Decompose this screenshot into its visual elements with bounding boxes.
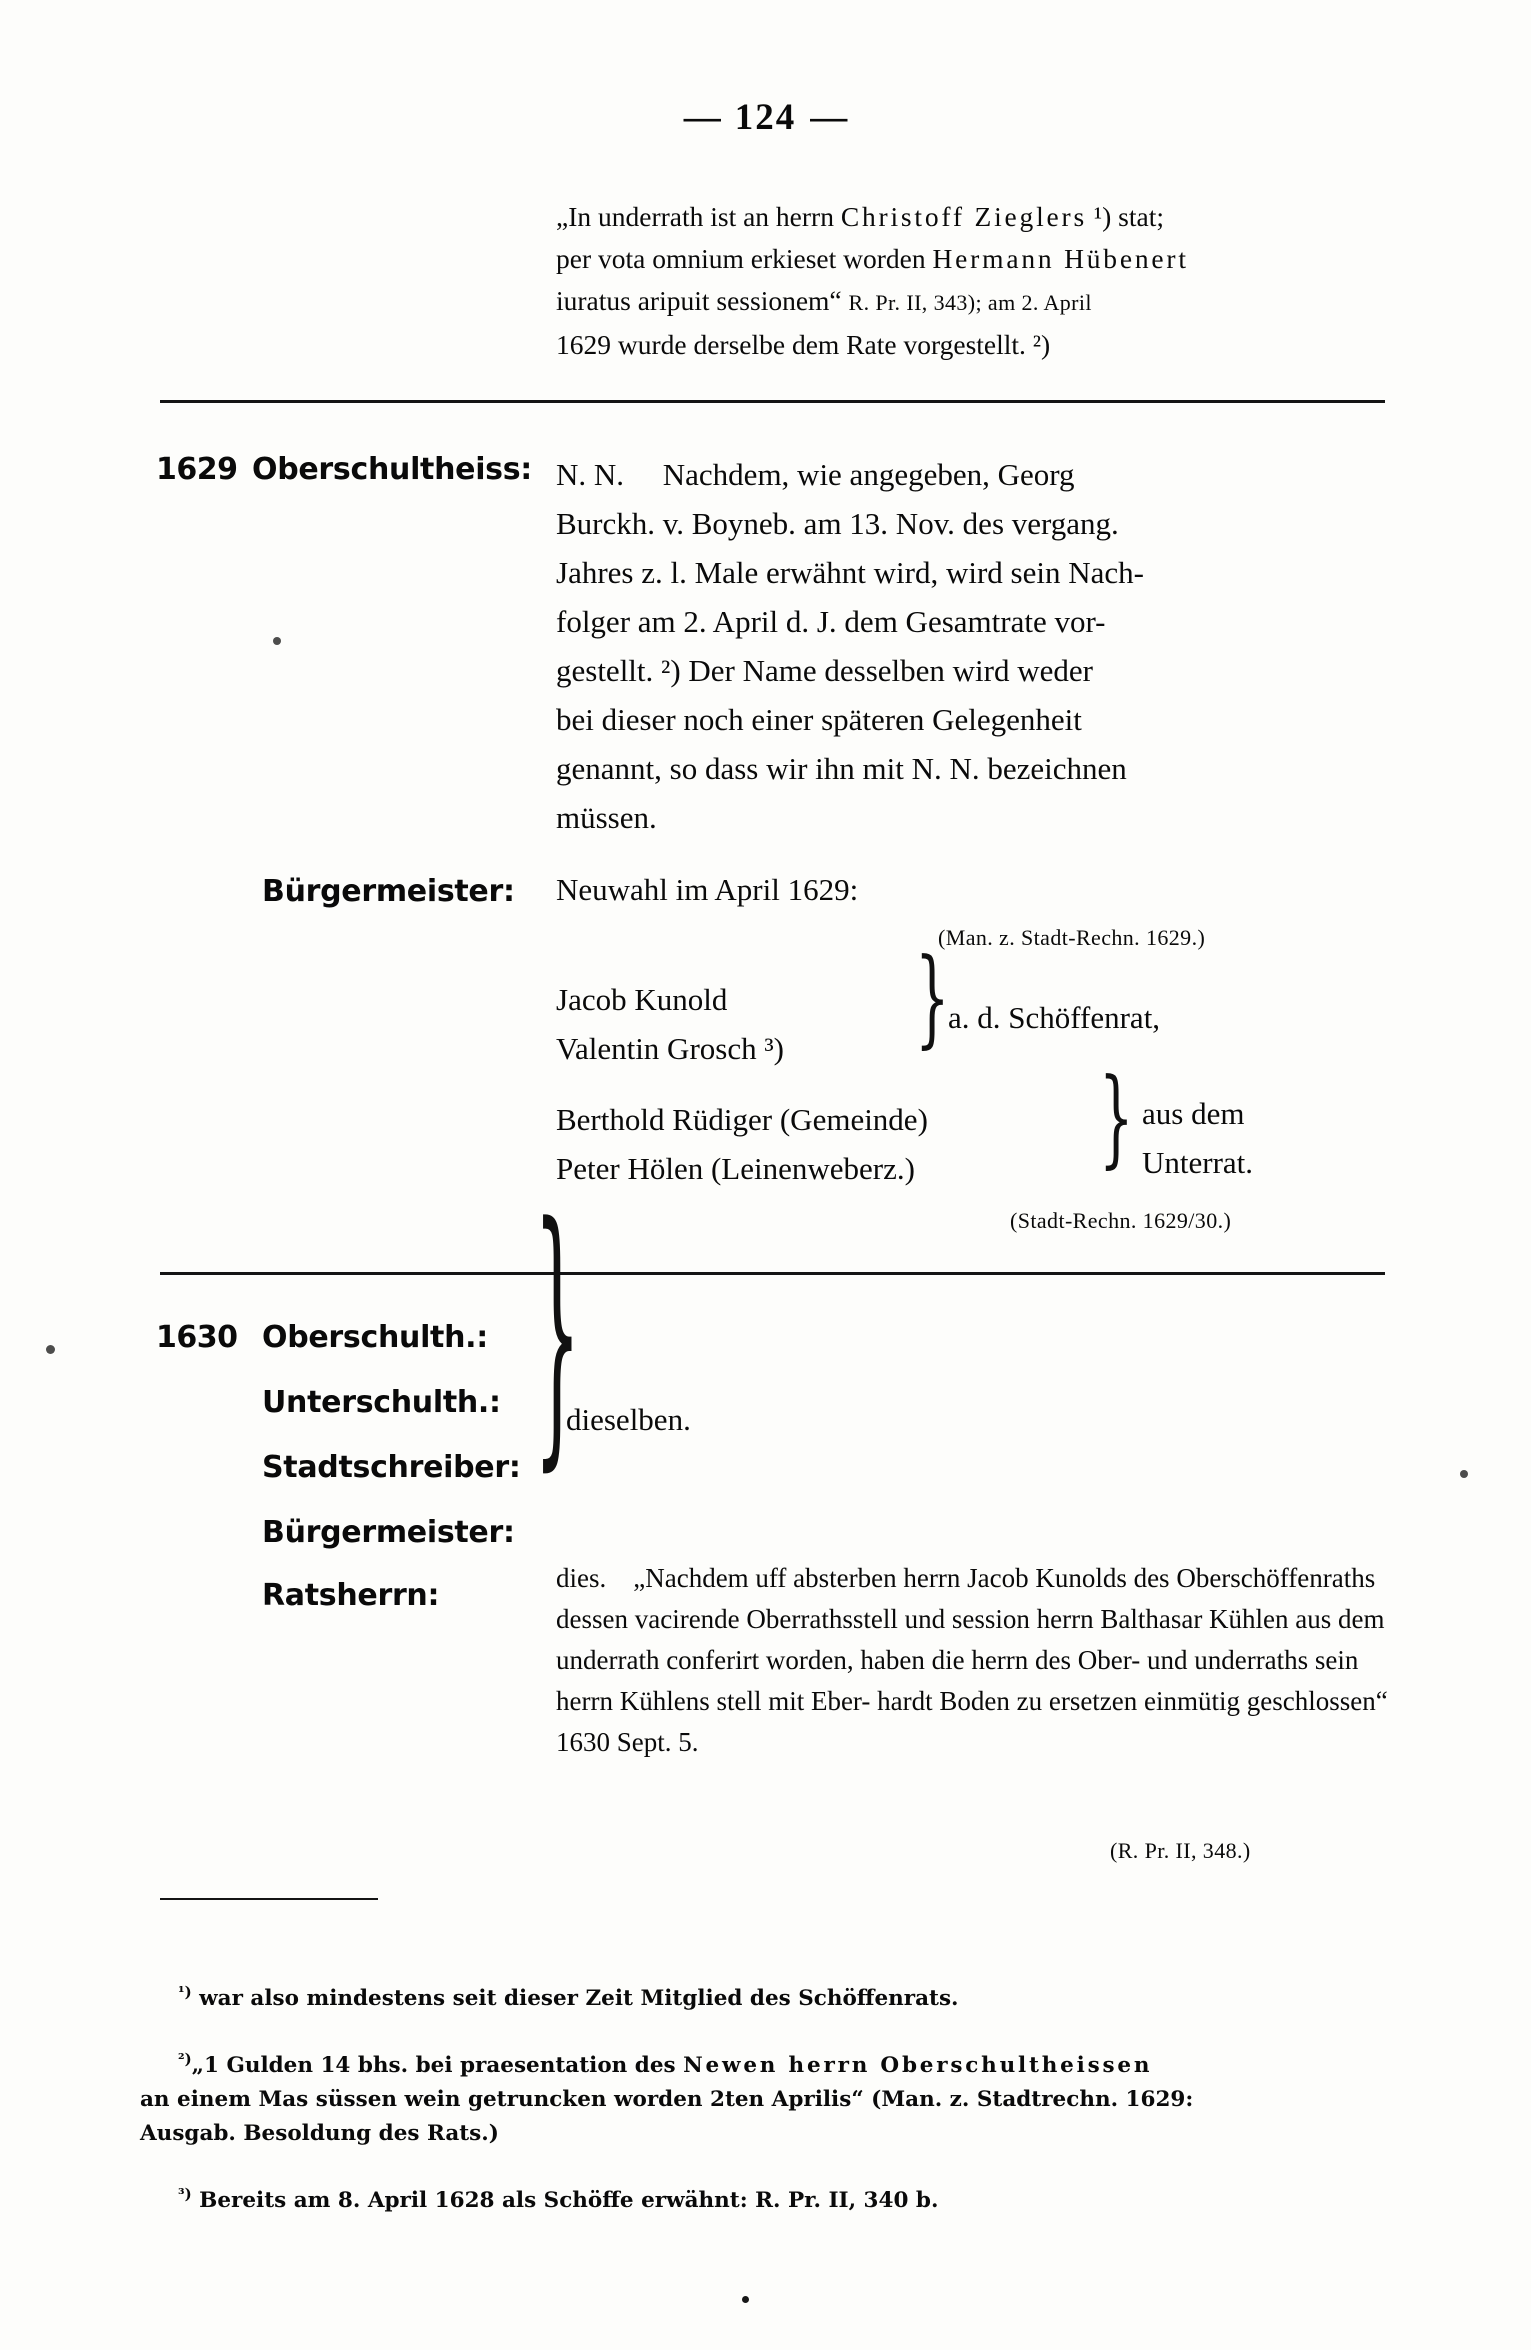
folio-dash-left: — bbox=[683, 97, 721, 138]
footnote-3-text: Bereits am 8. April 1628 als Schöffe erwähnt: R. Pr. II, 340 b. bbox=[199, 2188, 939, 2214]
folio-number: 124 bbox=[734, 97, 797, 138]
footnote-1 bbox=[140, 1975, 1385, 2016]
ratsherrn-line: hardt Boden zu ersetzen einmütig geschlossen“ bbox=[877, 1686, 1388, 1716]
body-line: müssen. bbox=[556, 800, 657, 835]
footnote-2-text-a: „1 Gulden 14 bhs. bei praesentation des bbox=[191, 2053, 684, 2079]
body-line: Jahres z. l. Male erwähnt wird, wird sein Nach- bbox=[556, 555, 1144, 590]
quote-line-1 bbox=[556, 196, 1376, 238]
footnote-separator-rule bbox=[160, 1898, 378, 1900]
page-bottom-mark bbox=[742, 2296, 749, 2303]
label-stadtschreiber-1630: Stadtschreiber: bbox=[262, 1450, 521, 1485]
footnote-1-line bbox=[140, 1975, 1385, 2016]
section-year-1629: 1629 bbox=[156, 452, 238, 487]
quote-line-3 bbox=[556, 280, 1376, 324]
section-1629-body bbox=[556, 450, 1378, 842]
footnote-2 bbox=[140, 2042, 1385, 2151]
body-line: bei dieser noch einer späteren Gelegenheit bbox=[556, 702, 1082, 737]
brace-unterrat: } bbox=[1099, 1057, 1134, 1181]
quote-line-1-c: ¹) stat; bbox=[1087, 201, 1164, 232]
footnote-3 bbox=[140, 2177, 1385, 2218]
ratsherrn-body-1630 bbox=[556, 1558, 1388, 1763]
footnote-3-marker: ³) bbox=[178, 2185, 192, 2204]
footnote-1-text: war also mindestens seit dieser Zeit Mitglied des Schöffenrats. bbox=[199, 1986, 959, 2012]
footnote-2-line-1 bbox=[140, 2042, 1385, 2083]
quote-line-1-a: „In underrath ist an herrn bbox=[556, 201, 841, 232]
quote-name-ziegler: Christoff Zieglers bbox=[840, 201, 1088, 232]
scan-speck bbox=[1460, 1470, 1468, 1478]
quote-name-huebenert: Hermann Hübenert bbox=[932, 243, 1189, 274]
label-ratsherrn-1630: Ratsherrn: bbox=[262, 1578, 440, 1613]
scan-speck bbox=[46, 1345, 55, 1354]
name-berthold-ruediger: Berthold Rüdiger (Gemeinde) bbox=[556, 1102, 928, 1137]
quote-line-3-a: iuratus aripuit sessionem“ bbox=[556, 285, 849, 316]
divider-rule-top bbox=[160, 400, 1385, 403]
label-oberschultheiss-1629: Oberschultheiss: bbox=[252, 452, 532, 487]
footnote-2-line-2: an einem Mas süssen wein getruncken worden 2ten Aprilis“ (Man. z. Stadtrechn. 1629: bbox=[140, 2087, 1194, 2113]
name-peter-hoelen: Peter Hölen (Leinenweberz.) bbox=[556, 1151, 915, 1186]
ratsherrn-line: dies. „Nachdem uff absterben herrn Jacob Kunolds bbox=[556, 1563, 1127, 1593]
section-year-1630: 1630 bbox=[156, 1320, 238, 1355]
citation-man-stadtrechn-1629: (Man. z. Stadt-Rechn. 1629.) bbox=[938, 925, 1206, 950]
label-buergermeister-1630: Bürgermeister: bbox=[262, 1515, 515, 1550]
quote-line-4: 1629 wurde derselbe dem Rate vorgestellt. ²) bbox=[556, 329, 1051, 360]
caption-unterrat-line-2: Unterrat. bbox=[1142, 1145, 1254, 1180]
label-unterschulth-1630: Unterschulth.: bbox=[262, 1385, 501, 1420]
brace-1630-offices: } bbox=[533, 1168, 581, 1495]
body-line: Burckh. v. Boyneb. am 13. Nov. des vergang. bbox=[556, 506, 1119, 541]
value-dieselben-1630: dieselben. bbox=[566, 1402, 691, 1437]
schoeffenrat-names bbox=[556, 975, 784, 1073]
citation-r-pr-ii-348: (R. Pr. II, 348.) bbox=[1110, 1838, 1251, 1863]
body-line: folger am 2. April d. J. dem Gesamtrate vor- bbox=[556, 604, 1106, 639]
caption-unterrat-line-1: aus dem bbox=[1142, 1096, 1245, 1131]
body-line: genannt, so dass wir ihn mit N. N. bezeichnen bbox=[556, 751, 1127, 786]
page-folio bbox=[0, 96, 1531, 139]
divider-rule-middle bbox=[160, 1272, 1385, 1275]
label-oberschulth-1630: Oberschulth.: bbox=[262, 1320, 488, 1355]
ratsherrn-line: underrath conferirt worden, haben die herrn des Ober- bbox=[556, 1645, 1141, 1675]
body-line: N. N. Nachdem, wie angegeben, Georg bbox=[556, 457, 1075, 492]
ratsherrn-line: und underraths sein herrn Kühlens stell mit Eber- bbox=[556, 1645, 1359, 1716]
top-quotation bbox=[556, 196, 1376, 366]
folio-dash-right: — bbox=[810, 97, 848, 138]
footnote-1-marker: ¹) bbox=[178, 1983, 192, 2001]
label-buergermeister-1629: Bürgermeister: bbox=[262, 874, 515, 909]
footnote-3-line bbox=[140, 2177, 1385, 2218]
footnote-2-emph-newen-herrn: Newen herrn Oberschultheissen bbox=[683, 2053, 1153, 2079]
caption-schoeffenrat: a. d. Schöffenrat, bbox=[948, 1000, 1161, 1035]
citation-stadtrechn-1629-30: (Stadt-Rechn. 1629/30.) bbox=[1010, 1208, 1232, 1233]
quote-line-3-citation: R. Pr. II, 343); am 2. April bbox=[848, 290, 1092, 315]
quote-line-2 bbox=[556, 238, 1376, 280]
quote-line-2-a: per vota omnium erkieset worden bbox=[556, 243, 933, 274]
footnote-2-marker: ²) bbox=[178, 2050, 192, 2069]
buergermeister-text-1629: Neuwahl im April 1629: bbox=[556, 872, 859, 907]
footnote-2-line-3: Ausgab. Besoldung des Rats.) bbox=[140, 2121, 499, 2147]
footnote-area bbox=[140, 1975, 1385, 2244]
body-line: gestellt. ²) Der Name desselben wird weder bbox=[556, 653, 1093, 688]
unterrat-names bbox=[556, 1095, 928, 1193]
name-valentin-grosch: Valentin Grosch ³) bbox=[556, 1031, 784, 1066]
scan-speck bbox=[273, 637, 281, 645]
ratsherrn-line: und session herrn Balthasar Kühlen aus dem bbox=[904, 1604, 1385, 1634]
ratsherrn-line: 1630 Sept. 5. bbox=[556, 1727, 699, 1757]
ratsherrn-line: des Oberschöffenraths dessen vacirende Oberrathsstell bbox=[556, 1563, 1376, 1634]
brace-schoeffenrat: } bbox=[915, 937, 950, 1061]
name-jacob-kunold: Jacob Kunold bbox=[556, 982, 728, 1017]
